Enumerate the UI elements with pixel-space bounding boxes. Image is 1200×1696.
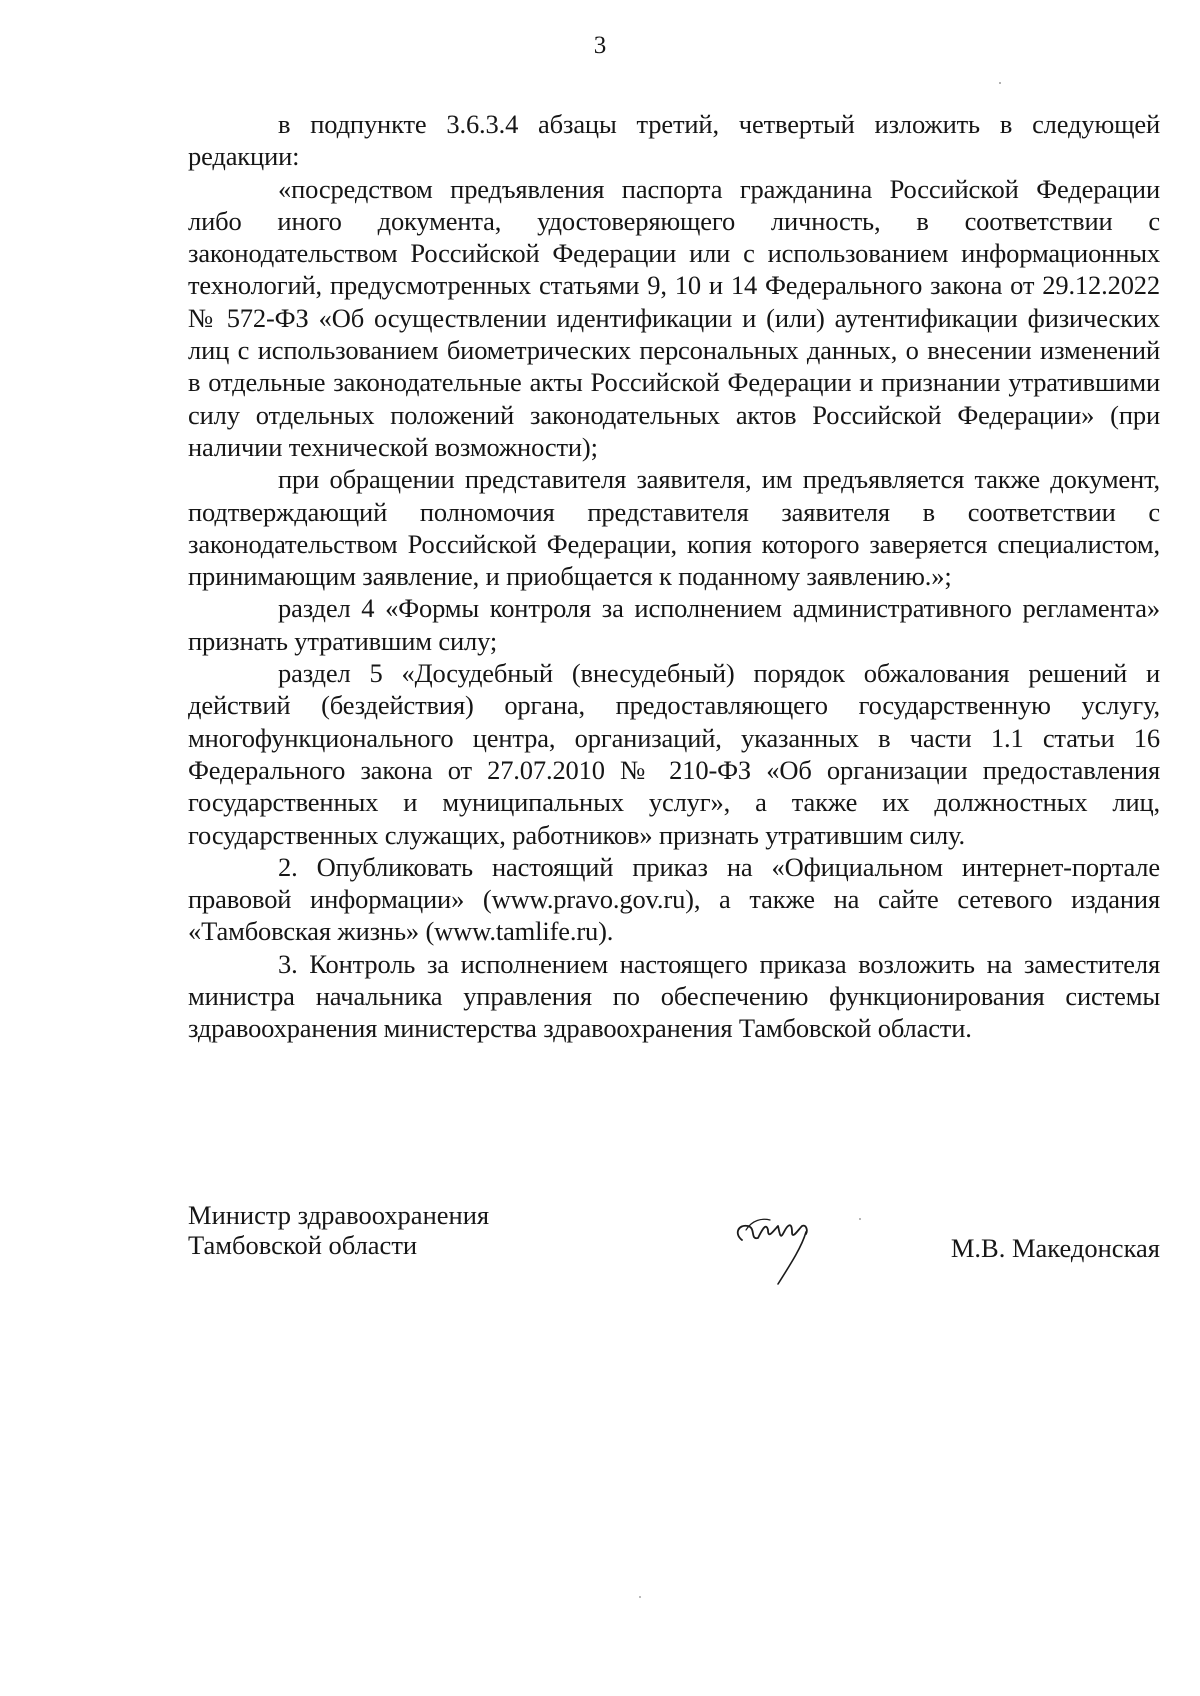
signature-block <box>188 1200 1160 1330</box>
paragraph-1: в подпункте 3.6.3.4 абзацы третий, четвертый изложить в следующей редакции: <box>188 109 1160 172</box>
page-number: 3 <box>593 32 607 59</box>
paragraph-2: «посредством предъявления паспорта гражданина Российской Федерации либо иного документа, удостоверяющего личность, в соответствии с законодательством Российской Федерации или с использованием информационных технологий, предусмотренных статьями 9, 10 и 14 Федерального закона от 29.12.2022 № 572-ФЗ «Об осуществлении идентификации и (или) аутентификации физических лиц с использованием биометрических персональных данных, о внесении изменений в отдельные законодательные акты Российской Федерации и признании утратившими силу отдельных положений законодательных актов Российской Федерации» (при наличии технической возможности); <box>188 173 1160 462</box>
paragraph-3: при обращении представителя заявителя, им предъявляется также документ, подтверждающий полномочия представителя заявителя в соответствии с законодательством Российской Федерации, копия которого заверяется специалистом, принимающим заявление, и приобщается к поданному заявлению.»; <box>188 464 1160 592</box>
signer-title-line-1: Министр здравоохранения <box>188 1200 490 1230</box>
signer-name: М.В. Македонская <box>950 1233 1160 1263</box>
paragraph-4: раздел 4 «Формы контроля за исполнением административного регламента» признать утратившим силу; <box>188 593 1160 656</box>
signer-title-line-2: Тамбовской области <box>188 1230 418 1260</box>
paragraph-6: 2. Опубликовать настоящий приказ на «Официальном интернет-портале правовой информации» (www.pravo.gov.ru), а также на сайте сетевого издания «Тамбовская жизнь» (www.tamlife.ru). <box>188 851 1160 947</box>
handwritten-signature <box>728 1200 838 1300</box>
document-body <box>188 108 1160 1045</box>
signer-title <box>188 1200 588 1260</box>
paragraph-7: 3. Контроль за исполнением настоящего приказа возложить на заместителя министра начальника управления по обеспечению функционирования системы здравоохранения министерства здравоохранения Тамбовской области. <box>188 948 1160 1044</box>
paragraph-5: раздел 5 «Досудебный (внесудебный) порядок обжалования решений и действий (бездействия) органа, предоставляющего государственную услугу, многофункционального центра, организаций, указанных в части 1.1 статьи 16 Федерального закона от 27.07.2010 № 210-ФЗ «Об организации предоставления государственных и муниципальных услуг», а также их должностных лиц, государственных служащих, работников» признать утратившим силу. <box>188 658 1160 850</box>
